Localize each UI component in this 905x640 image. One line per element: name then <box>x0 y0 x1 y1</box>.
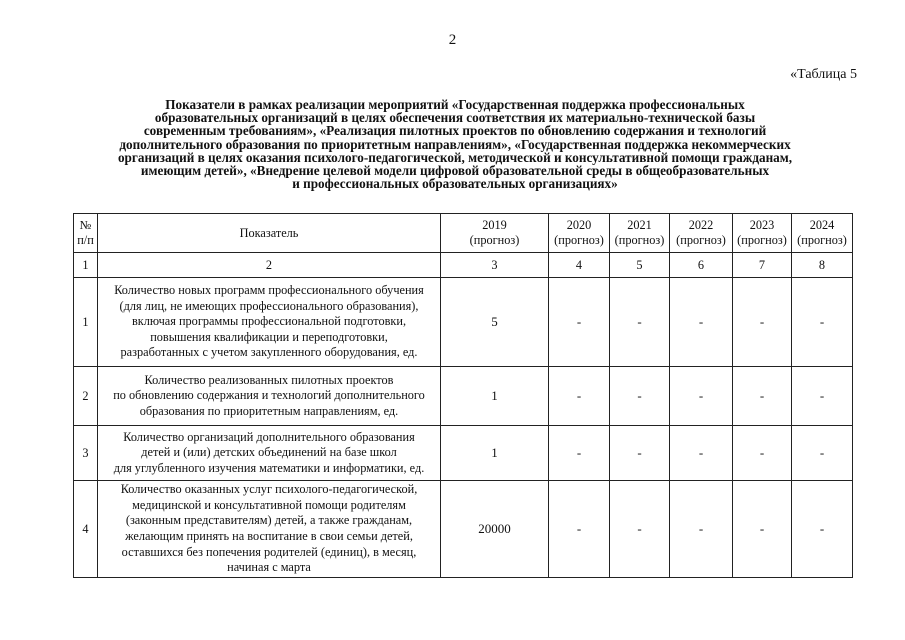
row-number: 4 <box>74 481 98 578</box>
column-number: 8 <box>792 253 853 278</box>
value-2020: - <box>549 481 610 578</box>
value-2023: - <box>733 481 792 578</box>
row-number: 2 <box>74 367 98 426</box>
title-line: современным требованиям», «Реализация пилотных проектов по обновлению содержания и технологий <box>143 123 767 139</box>
indicator-text <box>98 481 441 578</box>
indicator-text <box>98 278 441 367</box>
header-year: 2023 <box>749 218 775 232</box>
header-year-2019 <box>441 214 549 253</box>
header-forecast: (прогноз) <box>554 233 604 247</box>
header-forecast: (прогноз) <box>737 233 787 247</box>
title-line: образовательных организаций в целях обеспечения соответствия их материально-технической базы <box>154 110 756 126</box>
column-number: 6 <box>670 253 733 278</box>
indicator-line: начиная с марта <box>227 560 311 575</box>
indicator-line: медицинской и консультативной помощи родителям <box>132 497 406 512</box>
indicator-line: (для лиц, не имеющих профессионального образования), <box>119 298 419 313</box>
header-year: 2021 <box>627 218 652 232</box>
value-2024: - <box>792 367 853 426</box>
header-indicator: Показатель <box>98 214 441 253</box>
header-year: 2024 <box>809 218 835 232</box>
value-2020: - <box>549 367 610 426</box>
value-2023: - <box>733 367 792 426</box>
value-2022: - <box>670 481 733 578</box>
indicator-line: Количество реализованных пилотных проектов <box>144 372 394 387</box>
page-number: 2 <box>448 32 457 48</box>
value-2020: - <box>549 278 610 367</box>
title-line: имеющим детей», «Внедрение целевой модели цифровой образовательной среды в общеобразовательных <box>140 163 770 179</box>
header-pp: п/п <box>77 233 94 247</box>
indicator-line: повышения квалификации и переподготовки, <box>150 329 388 344</box>
table-row <box>74 367 853 426</box>
indicator-line: Количество организаций дополнительного образования <box>123 429 415 444</box>
header-row-number <box>74 214 98 253</box>
column-number: 7 <box>733 253 792 278</box>
indicator-text <box>98 367 441 426</box>
indicator-line: (законным представителям) детей, а также гражданам, <box>125 513 413 528</box>
indicator-line: для углубленного изучения математики и информатики, ед. <box>113 460 425 475</box>
value-2024: - <box>792 426 853 481</box>
indicator-line: включая программы профессиональной подготовки, <box>131 314 407 329</box>
header-forecast: (прогноз) <box>614 233 665 247</box>
value-2019: 5 <box>441 278 549 367</box>
header-forecast: (прогноз) <box>676 233 726 247</box>
value-2019: 1 <box>441 426 549 481</box>
title-line: организаций в целях оказания психолого-педагогической, методической и консультативной помощи гражданам, <box>117 149 793 165</box>
indicator-line: по обновлению содержания и технологий дополнительного <box>113 388 425 403</box>
value-2021: - <box>610 367 670 426</box>
header-forecast: (прогноз) <box>469 233 520 247</box>
document-title <box>60 98 850 190</box>
value-2024: - <box>792 481 853 578</box>
column-number: 2 <box>98 253 441 278</box>
header-year: 2020 <box>566 218 592 232</box>
table-row <box>74 481 853 578</box>
value-2019: 20000 <box>441 481 549 578</box>
header-forecast: (прогноз) <box>797 233 847 247</box>
header-year: 2022 <box>688 218 714 232</box>
value-2021: - <box>610 426 670 481</box>
header-year-2024 <box>792 214 853 253</box>
indicator-line: оставшихся без попечения родителей (единиц), в месяц, <box>121 544 417 559</box>
indicator-line: детей и (или) детских объединений на базе школ <box>141 445 397 460</box>
indicators-table <box>73 213 853 578</box>
value-2022: - <box>670 367 733 426</box>
value-2021: - <box>610 481 670 578</box>
header-number-sign: № <box>79 218 92 232</box>
indicator-line: Количество оказанных услуг психолого-педагогической, <box>120 482 418 497</box>
header-year-2021 <box>610 214 670 253</box>
table-row <box>74 278 853 367</box>
table-row <box>74 426 853 481</box>
header-year: 2019 <box>482 218 507 232</box>
header-year-2020 <box>549 214 610 253</box>
column-number: 1 <box>74 253 98 278</box>
column-number: 3 <box>441 253 549 278</box>
column-number: 5 <box>610 253 670 278</box>
value-2022: - <box>670 426 733 481</box>
value-2023: - <box>733 278 792 367</box>
value-2024: - <box>792 278 853 367</box>
indicator-line: разработанных с учетом закупленного оборудования, ед. <box>120 345 418 360</box>
column-number: 4 <box>549 253 610 278</box>
value-2022: - <box>670 278 733 367</box>
indicator-line: образования по приоритетным направлениям, ед. <box>139 403 399 418</box>
header-year-2022 <box>670 214 733 253</box>
row-number: 1 <box>74 278 98 367</box>
title-line: Показатели в рамках реализации мероприятий «Государственная поддержка профессиональных <box>165 97 745 112</box>
value-2021: - <box>610 278 670 367</box>
indicator-line: желающим принять на воспитание в свои семьи детей, <box>125 529 413 543</box>
title-line: и профессиональных образовательных организациях» <box>292 176 618 192</box>
header-year-2023 <box>733 214 792 253</box>
value-2020: - <box>549 426 610 481</box>
table-label: «Таблица 5 <box>790 67 857 82</box>
value-2019: 1 <box>441 367 549 426</box>
value-2023: - <box>733 426 792 481</box>
indicator-text <box>98 426 441 481</box>
row-number: 3 <box>74 426 98 481</box>
indicator-line: Количество новых программ профессионального обучения <box>114 283 424 298</box>
header-row <box>74 214 853 253</box>
title-line: дополнительного образования по приоритетным направлениям», «Государственная поддержка некоммерческих <box>119 136 791 152</box>
column-numbers-row <box>74 253 853 278</box>
